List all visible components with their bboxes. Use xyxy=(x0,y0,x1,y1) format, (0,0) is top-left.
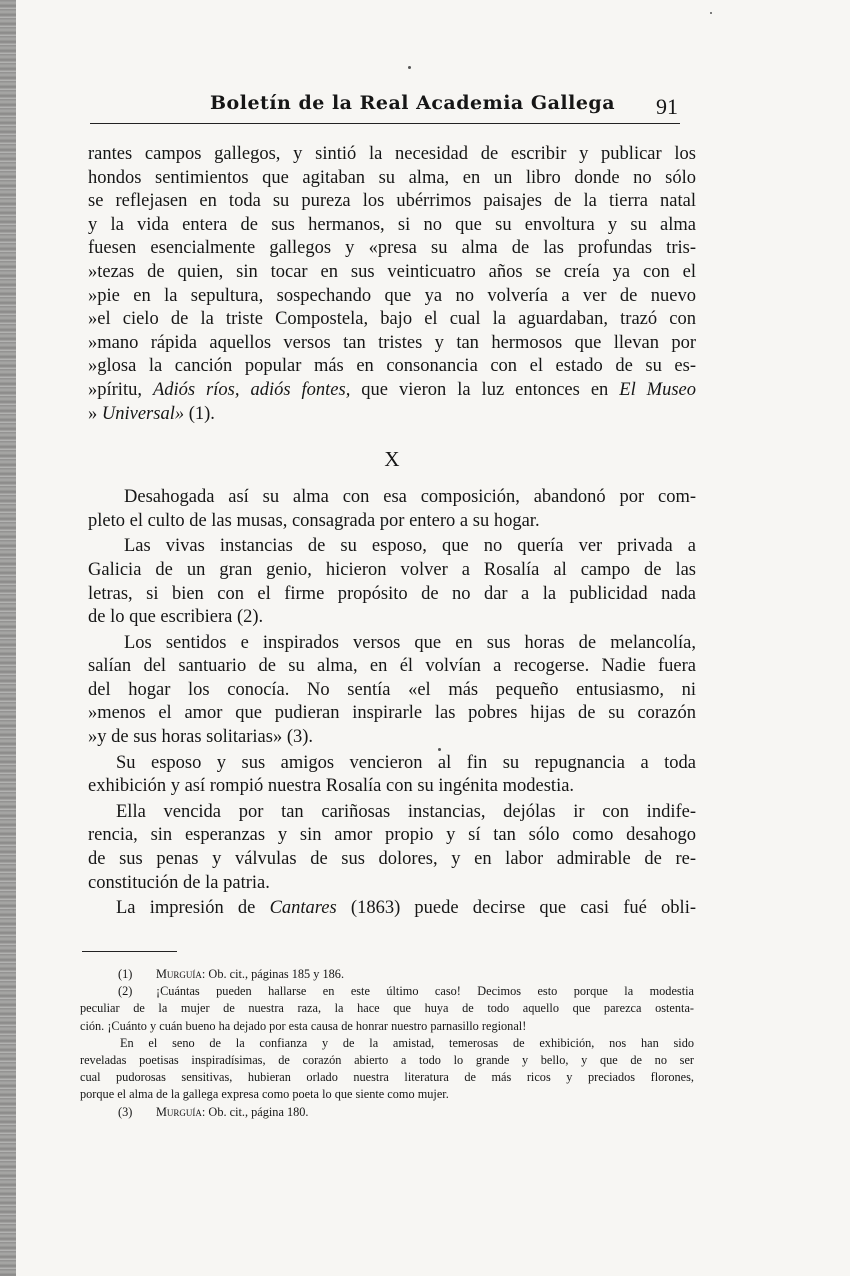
text-run: que vieron la luz entonces en xyxy=(350,379,620,400)
footnotes xyxy=(80,966,694,1121)
scan-speck xyxy=(710,12,712,14)
text-line: Los sentidos e inspirados versos que en sus horas de melancolía, xyxy=(124,632,696,653)
text-line: pleto el culto de las musas, consagrada por entero a su hogar. xyxy=(88,510,540,531)
footnote-2 xyxy=(80,983,694,1000)
text-line: Desahogada así su alma con esa composición, abandonó por com- xyxy=(124,487,696,508)
footnote-1 xyxy=(80,966,694,983)
scan-binding-edge xyxy=(0,0,16,1276)
text-line: »y de sus horas solitarias» (3). xyxy=(88,727,314,748)
italic-title-universal: Universal» xyxy=(101,403,185,424)
italic-title-el-museo: El Museo xyxy=(619,379,697,400)
footnote-marker: (1) xyxy=(118,967,133,981)
footnote-3 xyxy=(80,1104,694,1121)
footnote-line: reveladas poetisas inspiradísimas, de corazón abierto a todo lo grande y bello, y que de no ser xyxy=(80,1053,694,1068)
text-line xyxy=(88,897,696,921)
italic-title-adios-rios: Adiós ríos, adiós fontes, xyxy=(152,379,351,400)
running-header xyxy=(90,92,686,120)
scan-speck xyxy=(408,66,411,69)
text-run: » xyxy=(88,403,102,424)
text-line: »pie en la sepultura, sospechando que ya no volvería a ver de nuevo xyxy=(88,285,696,306)
text-line: salían del santuario de su alma, en él volvían a recogerse. Nadie fuera xyxy=(88,656,696,677)
text-line: letras, si bien con el firme propósito de no dar a la publicidad nada xyxy=(88,583,696,604)
text-line: hondos sentimientos que agitaban su alma, en un libro donde no sólo xyxy=(88,167,696,188)
footnote-line: porque el alma de la gallega expresa como poeta lo que siente como mujer. xyxy=(80,1087,449,1102)
text-line: exhibición y así rompió nuestra Rosalía con su ingénita modestia. xyxy=(88,776,575,797)
header-rule xyxy=(90,123,680,124)
text-run: »píritu, xyxy=(88,379,153,400)
footnote-text: Ob. cit., página 180. xyxy=(205,1104,309,1119)
text-line xyxy=(88,403,696,427)
text-line: »mano rápida aquellos versos tan tristes y tan hermosos que llevan por xyxy=(88,332,696,353)
text-line: de lo que escribiera (2). xyxy=(88,607,264,628)
text-line: »menos el amor que pudieran inspirarle las pobres hijas de su corazón xyxy=(88,703,696,724)
footnote-line: cual pudorosas sensitivas, hubieran orlado nuestra literatura de más ricos y preciados florones, xyxy=(80,1070,694,1085)
text-line: Ella vencida por tan cariñosas instancias, dejólas ir con indife- xyxy=(116,801,696,822)
footnote-marker: (2) xyxy=(118,984,133,999)
footnote-marker: (3) xyxy=(118,1104,133,1119)
running-title: Boletín de la Real Academia Gallega xyxy=(210,92,616,114)
text-line: rencia, sin esperanzas y sin amor propio y sí tan sólo como desahogo xyxy=(88,825,696,846)
text-run: (1). xyxy=(184,403,215,424)
text-line: de sus penas y válvulas de sus dolores, y en labor admirable de re- xyxy=(88,849,696,870)
text-run: (1863) puede decirse que casi fué obli- xyxy=(336,898,696,919)
footnote-text: Ob. cit., páginas 185 y 186. xyxy=(205,967,345,981)
italic-title-cantares: Cantares xyxy=(269,898,337,919)
text-line: fuesen esencialmente gallegos y «presa su alma de las profundas tris- xyxy=(88,238,696,259)
text-line: »el cielo de la triste Compostela, bajo el cual la aguardaban, trazó con xyxy=(88,309,696,330)
text-line: rantes campos gallegos, y sintió la necesidad de escribir y publicar los xyxy=(88,144,696,164)
text-line: y la vida entera de sus hermanos, si no que su envoltura y su alma xyxy=(88,214,696,235)
text-line: del hogar los conocía. No sentía «el más pequeño entusiasmo, ni xyxy=(88,679,696,700)
footnote-author: Murguía: xyxy=(156,967,206,981)
footnote-text: ¡Cuántas pueden hallarse en este último caso! Decimos esto porque la modestia xyxy=(156,984,694,999)
text-line: »glosa la canción popular más en consonancia con el estado de su es- xyxy=(88,356,696,377)
section-heading: X xyxy=(384,447,400,472)
footnote-line: peculiar de la mujer de nuestra raza, la hace que huya de todo aquello que parezca ostenta- xyxy=(80,1001,694,1016)
text-run: La impresión de xyxy=(116,898,270,919)
scan-speck xyxy=(438,748,441,751)
footnote-rule xyxy=(82,951,177,952)
page-number: 91 xyxy=(656,94,678,119)
text-line: Su esposo y sus amigos vencieron al fin su repugnancia a toda xyxy=(116,752,696,773)
text-line: Galicia de un gran genio, hicieron volver a Rosalía al campo de las xyxy=(88,559,696,580)
text-line: constitución de la patria. xyxy=(88,872,270,893)
text-line: »tezas de quien, sin tocar en sus veinticuatro años se creía ya con el xyxy=(88,261,696,282)
footnote-line: ción. ¡Cuánto y cuán bueno ha dejado por esta causa de honrar nuestro parnasillo regional! xyxy=(80,1018,527,1033)
text-line: Las vivas instancias de su esposo, que no quería ver privada a xyxy=(124,536,696,557)
text-line: se reflejasen en toda su pureza los ubérrimos paisajes de la tierra natal xyxy=(88,191,696,212)
text-line xyxy=(88,379,696,403)
footnote-line: En el seno de la confianza y de la amistad, temerosas de exhibición, nos han sido xyxy=(120,1035,694,1050)
body-text xyxy=(88,143,696,921)
footnote-author: Murguía: xyxy=(156,1104,206,1119)
